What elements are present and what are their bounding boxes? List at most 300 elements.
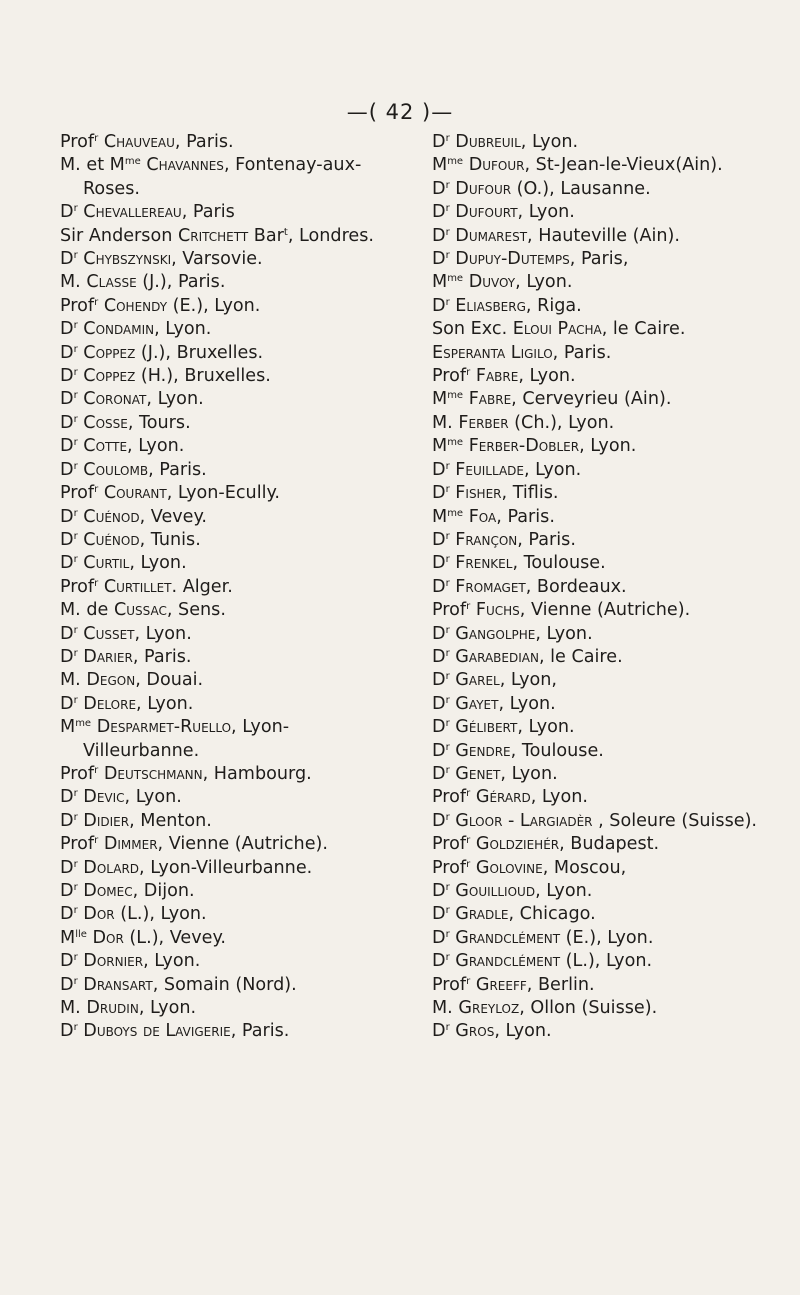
member-location: , Londres. (287, 225, 375, 246)
member-title-superscript: r (73, 530, 78, 542)
member-entry (60, 552, 400, 575)
member-name: Eliasberg (455, 295, 526, 316)
member-entry (60, 810, 400, 833)
member-entry (432, 342, 792, 365)
member-title: Prof (60, 576, 95, 597)
member-location: (L.), Lyon. (114, 904, 207, 925)
member-entry (60, 716, 400, 763)
member-name: Gloor - Largiadèr (455, 810, 593, 831)
member-location: , Lyon. (515, 272, 573, 293)
member-title-superscript: r (94, 835, 99, 847)
member-title-superscript: r (445, 1022, 450, 1034)
member-title-superscript: r (445, 905, 450, 917)
member-name: Cussac (113, 600, 167, 621)
member-title: D (60, 951, 74, 972)
member-title: D (60, 412, 74, 433)
member-name: Chauveau (103, 132, 175, 152)
member-title-superscript: me (124, 156, 141, 168)
member-location: , Paris. (132, 646, 192, 667)
member-entry (432, 810, 792, 833)
member-entry (432, 201, 792, 224)
member-name: Garel (455, 670, 500, 691)
member-entry (60, 903, 400, 926)
member-name: Ferber-Dobler (468, 436, 580, 457)
member-entry (432, 950, 792, 973)
member-name: Dimmer (103, 834, 158, 855)
member-location: , Lyon-Villeurbanne. (139, 857, 313, 878)
member-title-superscript: r (445, 952, 450, 964)
member-title: M (60, 717, 76, 738)
member-location: , Soleure (Suisse). (592, 810, 758, 831)
member-location: , Sens. (166, 600, 226, 621)
member-entry (432, 248, 792, 271)
member-title-superscript: r (94, 133, 99, 144)
member-entry (60, 154, 400, 201)
member-entry (60, 646, 400, 669)
member-title: M. (60, 998, 81, 1019)
member-location: , le Caire. (538, 646, 623, 667)
member-title: D (60, 881, 74, 901)
member-title-superscript: me (447, 507, 464, 519)
member-title: Prof (432, 834, 467, 855)
member-location: , Lyon. (535, 623, 593, 644)
member-entry (60, 482, 400, 505)
member-entry (432, 599, 792, 622)
member-entry (60, 529, 400, 552)
member-title-superscript: me (447, 156, 464, 168)
member-name: Fisher (455, 483, 502, 504)
member-entry (432, 178, 792, 201)
member-title: Prof (60, 763, 95, 784)
member-title: D (60, 366, 74, 387)
member-name: Degon (86, 670, 136, 691)
member-title: D (432, 483, 446, 504)
member-entry (432, 669, 792, 692)
member-title: Prof (432, 600, 467, 621)
member-title: Prof (432, 974, 467, 995)
member-name: Darier (83, 646, 133, 667)
member-location: , Paris. (552, 342, 612, 363)
member-title: D (60, 623, 74, 644)
member-entry (432, 833, 792, 856)
member-entry (60, 435, 400, 458)
member-title-superscript: r (73, 320, 78, 332)
member-name: Fabre (468, 389, 512, 410)
member-title: M (432, 272, 448, 293)
member-location: , Moscou, (542, 857, 627, 878)
member-title: D (432, 927, 446, 948)
member-title-superscript: r (445, 647, 450, 659)
member-location: , Lyon. (523, 459, 582, 480)
member-location: , Lyon. (517, 202, 575, 223)
member-location: . Alger. (171, 576, 233, 597)
member-entry (432, 786, 792, 809)
member-title: Prof (60, 483, 95, 504)
member-location: , Lyon. (517, 717, 575, 738)
member-location: , Lyon. (146, 389, 204, 410)
member-name: Garabedian (455, 646, 539, 667)
member-entry (60, 318, 400, 341)
member-location: , Dijon. (132, 881, 195, 901)
member-name: Dufour (455, 178, 512, 199)
member-title: D (60, 904, 74, 925)
member-name: Cosse (83, 412, 128, 433)
member-name: Cuénod (83, 529, 140, 550)
member-location: , Bordeaux. (525, 576, 627, 597)
member-name: Genet (455, 763, 501, 784)
member-location: , Paris. (148, 459, 207, 480)
member-title-superscript: lle (75, 928, 87, 940)
member-entry (60, 857, 400, 880)
member-entry (60, 365, 400, 388)
member-title-superscript: r (73, 975, 78, 987)
member-name: Dumarest (455, 225, 528, 246)
member-location: , Lyon. (494, 1021, 552, 1042)
member-entry (60, 271, 400, 294)
member-title-superscript: r (445, 764, 450, 776)
member-location: , Menton. (129, 810, 212, 831)
member-name: Gros (455, 1021, 495, 1042)
member-entry (60, 763, 400, 786)
member-title: M (432, 506, 448, 527)
member-entry (60, 599, 400, 622)
member-location: , Vevey. (139, 506, 208, 527)
member-list-right-column (432, 131, 792, 1044)
member-name: Gradle (455, 904, 509, 925)
member-entry (60, 669, 400, 692)
member-title: D (432, 740, 446, 761)
member-entry (432, 435, 792, 458)
member-title: D (432, 249, 446, 270)
member-location: , le Caire. (601, 319, 686, 340)
member-entry (60, 693, 400, 716)
member-title-superscript: r (445, 250, 450, 262)
member-title-superscript: me (447, 437, 464, 449)
member-title-superscript: r (466, 601, 471, 613)
member-title: D (432, 717, 446, 738)
member-entry (432, 412, 792, 435)
member-location: , Toulouse. (512, 553, 606, 574)
member-title-superscript: r (73, 250, 78, 262)
member-name: Critchett (177, 225, 249, 246)
member-title: D (432, 763, 446, 784)
member-name: Dufourt (455, 202, 518, 223)
member-name: Foa (468, 506, 497, 527)
member-name: Dubreuil (455, 132, 521, 152)
member-location: , Lyon. (530, 787, 588, 808)
member-location: , Lyon. (124, 787, 182, 808)
member-title: D (60, 529, 74, 550)
member-location: , St-Jean-le-Vieux(Ain). (524, 155, 723, 176)
member-name: Cohendy (103, 295, 168, 316)
member-title-superscript: r (94, 484, 99, 496)
member-title-superscript: r (445, 928, 450, 940)
member-location: , Lyon. (579, 436, 637, 457)
member-title: M. (432, 412, 453, 433)
member-name: Coppez (83, 342, 136, 363)
member-name: Dornier (83, 951, 144, 972)
member-name: Françon (455, 529, 518, 550)
member-title-superscript: r (73, 694, 78, 706)
member-title-superscript: r (94, 764, 99, 776)
member-title: D (60, 342, 74, 363)
member-title-superscript: r (445, 203, 450, 215)
member-title-superscript: r (73, 647, 78, 659)
member-title-superscript: r (445, 460, 450, 472)
member-title-superscript: r (466, 858, 471, 870)
member-entry (432, 997, 792, 1020)
member-title: M. (60, 670, 81, 691)
member-title-superscript: r (73, 624, 78, 636)
member-title-superscript: r (466, 788, 471, 800)
member-location: , Toulouse. (510, 740, 604, 761)
member-title-superscript: r (73, 858, 78, 870)
member-title-superscript: r (445, 718, 450, 730)
member-entry (60, 950, 400, 973)
member-name: Esperanta Ligilo (432, 342, 553, 363)
member-location: , Fontenay-aux-Roses. (83, 155, 362, 199)
member-location: , Somain (Nord). (152, 974, 297, 995)
member-location: , Paris. (230, 1021, 290, 1042)
member-location: , Lyon. (127, 436, 185, 457)
member-location: , Vienne (Autriche). (519, 600, 691, 621)
member-title: D (60, 459, 74, 480)
member-title: Prof (60, 295, 95, 316)
member-name: Cotte (83, 436, 128, 457)
member-title: D (432, 1021, 446, 1042)
member-title: D (60, 857, 74, 878)
member-location: (H.), Bruxelles. (135, 366, 271, 387)
member-title-superscript: r (73, 203, 78, 215)
member-name: Grandclément (455, 927, 561, 948)
member-location: , Lyon. (518, 366, 576, 387)
member-title-superscript: r (73, 882, 78, 893)
member-entry (60, 1020, 400, 1043)
member-location: , Cerveyrieu (Ain). (511, 389, 672, 410)
member-entry (432, 388, 792, 411)
member-entry (432, 740, 792, 763)
member-title-superscript: r (445, 694, 450, 706)
member-title-superscript: r (445, 226, 450, 238)
member-title-superscript: r (73, 952, 78, 964)
member-location: , Paris, (569, 249, 629, 270)
member-entry (60, 388, 400, 411)
member-entry (432, 482, 792, 505)
member-entry (60, 506, 400, 529)
member-title-superscript: r (73, 367, 78, 379)
member-location: , Lyon. (154, 319, 212, 340)
member-location: , Lyon-Ecully. (166, 483, 280, 504)
member-name: Golovine (475, 857, 543, 878)
member-title: D (60, 436, 74, 457)
member-location: (J.), Paris. (136, 272, 226, 293)
member-location: , Lyon. (129, 553, 187, 574)
member-entry (60, 342, 400, 365)
member-location: , Budapest. (559, 834, 660, 855)
member-location: , Paris. (496, 506, 555, 527)
member-name: Gélibert (455, 717, 518, 738)
member-name: Dufour (468, 155, 525, 176)
member-name: Cusset (83, 623, 135, 644)
member-name: Greeff (475, 974, 527, 995)
member-title-superscript: r (445, 741, 450, 753)
member-title: D (432, 693, 446, 714)
member-location: (E.), Lyon. (560, 927, 654, 948)
member-title: D (432, 576, 446, 597)
member-entry (432, 271, 792, 294)
member-location: , Paris. (517, 529, 576, 550)
member-location: , Tours. (127, 412, 191, 433)
member-name: Classe (86, 272, 137, 293)
member-title: D (432, 553, 446, 574)
member-title: D (60, 249, 74, 270)
member-name: Dransart (83, 974, 153, 995)
member-name: Devic (83, 787, 125, 808)
member-entry (432, 459, 792, 482)
member-title-superscript: r (73, 413, 78, 425)
member-name: Chevallereau (83, 202, 182, 223)
member-title: D (432, 459, 446, 480)
member-location: , Ollon (Suisse). (519, 998, 658, 1019)
member-name: Dor (92, 927, 124, 948)
member-title-superscript: r (445, 577, 450, 589)
member-title: M. et M (60, 155, 125, 176)
member-entry (60, 459, 400, 482)
member-title-superscript: r (445, 530, 450, 542)
member-title: D (60, 646, 74, 667)
member-entry (432, 365, 792, 388)
member-name: Coulomb (83, 459, 149, 480)
member-title: D (60, 1021, 74, 1042)
member-title: Prof (432, 787, 467, 808)
member-title-superscript: r (445, 296, 450, 308)
member-name: Courant (103, 483, 167, 504)
member-title-superscript: me (447, 273, 464, 285)
member-title: Prof (432, 857, 467, 878)
member-name: Feuillade (455, 459, 524, 480)
member-location: , Tunis. (139, 529, 201, 550)
member-title: D (60, 693, 74, 714)
member-title: Prof (60, 132, 95, 152)
member-entry (60, 927, 400, 950)
member-location: , Varsovie. (171, 249, 263, 270)
member-title: D (432, 529, 446, 550)
member-title: D (60, 553, 74, 574)
member-entry (432, 974, 792, 997)
member-entry (432, 903, 792, 926)
member-title-superscript: r (73, 905, 78, 917)
member-location: , Lyon, (499, 670, 558, 691)
member-entry (432, 552, 792, 575)
member-name: Ferber (458, 412, 509, 433)
member-entry (432, 225, 792, 248)
page-number: —( 42 )— (346, 100, 454, 124)
member-name: Condamin (83, 319, 155, 340)
member-name: Duvoy (468, 272, 516, 293)
member-title-superscript: r (73, 507, 78, 519)
member-name: Fabre (475, 366, 519, 387)
member-entry (60, 786, 400, 809)
member-title: D (432, 295, 446, 316)
member-title: D (432, 623, 446, 644)
member-name: Deutschmann (103, 763, 203, 784)
member-location: , Paris (181, 202, 235, 223)
member-title: M (432, 436, 448, 457)
member-entry (60, 997, 400, 1020)
member-location: (J.), Bruxelles. (135, 342, 264, 363)
member-location: Bar (248, 225, 284, 246)
member-entry (432, 506, 792, 529)
member-name: Didier (83, 810, 130, 831)
member-location: , Lyon-Villeurbanne. (83, 717, 290, 761)
member-entry (60, 225, 400, 248)
member-title: M (432, 389, 448, 410)
member-name: Grandclément (455, 951, 561, 972)
member-title: D (432, 178, 446, 199)
member-title: M (60, 927, 76, 948)
member-name: Dupuy-Dutemps (455, 249, 570, 270)
member-title-superscript: r (73, 343, 78, 355)
member-name: Greyloz (458, 998, 520, 1019)
member-title: D (60, 974, 74, 995)
member-name: Frenkel (455, 553, 513, 574)
member-title-superscript: r (445, 133, 450, 144)
member-title: M. (60, 272, 81, 293)
member-location: , Douai. (135, 670, 204, 691)
member-entry (60, 833, 400, 856)
member-title: D (432, 810, 446, 831)
member-entry (432, 318, 792, 341)
member-title: Prof (60, 834, 95, 855)
member-title-superscript: r (445, 624, 450, 636)
member-title-superscript: r (466, 835, 471, 847)
member-title: Prof (432, 366, 467, 387)
member-entry (60, 131, 400, 154)
member-location: (E.), Lyon. (167, 295, 261, 316)
member-name: Duboys de Lavigerie (83, 1021, 231, 1042)
member-location: (Ch.), Lyon. (508, 412, 615, 433)
member-entry (60, 412, 400, 435)
member-title-superscript: r (73, 437, 78, 449)
member-location: , Lyon. (498, 693, 556, 714)
member-title: D (60, 319, 74, 340)
member-entry (432, 623, 792, 646)
member-entry (60, 295, 400, 318)
member-location: (L.), Vevey. (123, 927, 226, 948)
member-name: Drudin (86, 998, 139, 1019)
member-title: M. de (60, 600, 109, 621)
member-list-left-column (60, 131, 400, 1044)
member-entry (432, 716, 792, 739)
member-entry (432, 880, 792, 903)
member-entry (60, 623, 400, 646)
member-location: , Lyon. (138, 998, 197, 1019)
member-title-superscript: r (73, 554, 78, 566)
member-title-superscript: r (466, 975, 471, 987)
member-name: Gérard (475, 787, 531, 808)
member-title: M. (432, 998, 453, 1019)
member-location: , Lyon. (535, 881, 593, 901)
member-location: (O.), Lausanne. (511, 178, 651, 199)
member-location: , Hambourg. (202, 763, 312, 784)
member-entry (432, 131, 792, 154)
member-name: Gayet (455, 693, 499, 714)
member-entry (432, 857, 792, 880)
member-entry (432, 576, 792, 599)
member-entry (432, 763, 792, 786)
member-name: Delore (83, 693, 137, 714)
member-location: , Vienne (Autriche). (157, 834, 328, 855)
